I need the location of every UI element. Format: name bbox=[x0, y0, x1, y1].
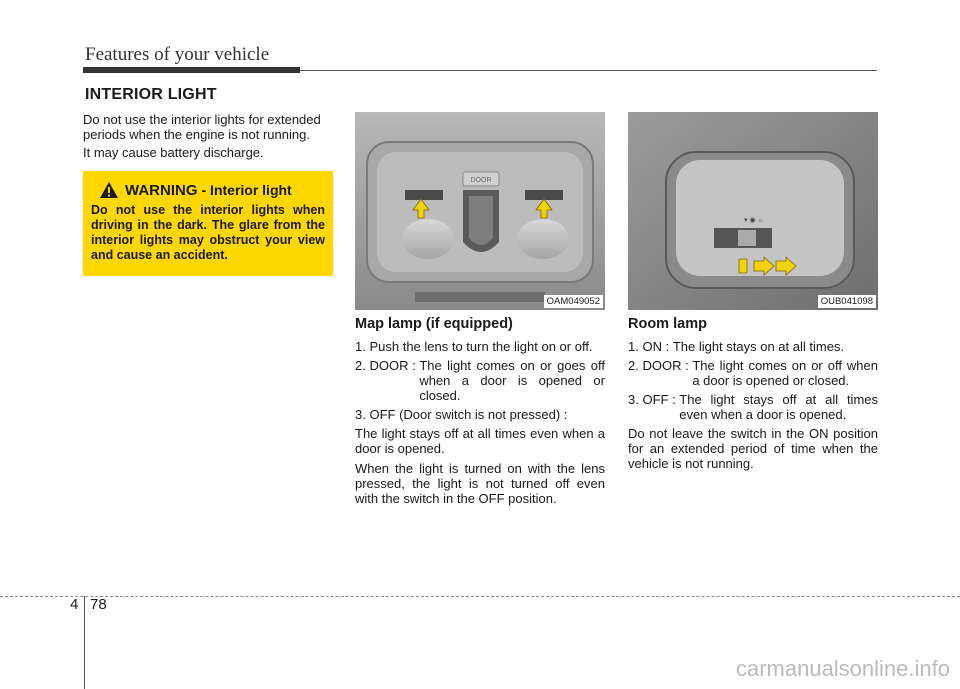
footer-rule bbox=[0, 596, 960, 597]
item-separator: : bbox=[661, 339, 673, 354]
list-item bbox=[628, 392, 878, 422]
list-item bbox=[628, 358, 878, 388]
item-key: 1. ON bbox=[628, 339, 662, 354]
door-button-label: DOOR bbox=[470, 177, 492, 184]
header-rule-thick bbox=[83, 67, 300, 73]
item-separator: : bbox=[408, 358, 420, 373]
page-number: 78 bbox=[90, 596, 107, 613]
list-item bbox=[355, 407, 605, 422]
item-text: OFF (Door switch is not pressed) : bbox=[369, 407, 568, 422]
paragraph: Do not leave the switch in the ON position for an extended period of time when the vehicle is not running. bbox=[628, 426, 878, 471]
item-separator: : bbox=[681, 358, 693, 373]
warning-triangle-icon bbox=[99, 181, 119, 199]
intro-paragraph: It may cause battery discharge. bbox=[83, 145, 264, 160]
item-key: 2. DOOR bbox=[355, 358, 409, 373]
item-key: 3. OFF bbox=[628, 392, 669, 407]
item-separator: : bbox=[668, 392, 680, 407]
item-key: 3. bbox=[355, 407, 366, 422]
photo-code: OUB041098 bbox=[818, 295, 876, 308]
header-rule-thin bbox=[300, 70, 877, 71]
item-key: 1. bbox=[355, 339, 366, 354]
paragraph: The light stays off at all times even when a door is opened. bbox=[355, 426, 605, 456]
room-lamp-photo bbox=[628, 112, 878, 310]
photo-code: OAM049052 bbox=[544, 295, 603, 308]
warning-text: Do not use the interior lights when driving in the dark. The glare from the interior lights may obstruct your view and cause an accident. bbox=[91, 203, 325, 262]
item-text: The light stays off at all times even when a door is opened. bbox=[679, 392, 878, 422]
warning-label: WARNING bbox=[125, 181, 198, 199]
list-item bbox=[355, 339, 605, 354]
warning-subtitle: - Interior light bbox=[201, 182, 292, 198]
warning-box bbox=[83, 171, 333, 276]
position-marker-icon bbox=[739, 259, 747, 273]
watermark: carmanualsonline.info bbox=[735, 656, 950, 681]
room-lamp-illustration bbox=[628, 112, 878, 310]
map-lamp-heading: Map lamp (if equipped) bbox=[355, 316, 513, 332]
section-title: INTERIOR LIGHT bbox=[85, 86, 217, 103]
warning-header bbox=[99, 179, 325, 201]
running-header: Features of your vehicle bbox=[85, 44, 270, 65]
footer-divider bbox=[84, 596, 85, 689]
map-lamp-photo bbox=[355, 112, 605, 310]
list-item bbox=[628, 339, 878, 354]
chapter-number: 4 bbox=[70, 596, 79, 613]
room-lamp-column bbox=[628, 339, 878, 476]
switch-symbols-icon: ▾ ◉ ☼ bbox=[744, 217, 764, 224]
item-text: Push the lens to turn the light on or off. bbox=[369, 339, 593, 354]
item-text: The light comes on or goes off when a door is opened or closed. bbox=[419, 358, 605, 403]
item-text: The light comes on or off when a door is opened or closed. bbox=[692, 358, 878, 388]
item-key: 2. DOOR bbox=[628, 358, 682, 373]
map-lamp-column bbox=[355, 339, 605, 511]
intro-paragraph: Do not use the interior lights for extended periods when the engine is not running. bbox=[83, 112, 321, 142]
map-lamp-illustration bbox=[355, 112, 605, 310]
room-lamp-heading: Room lamp bbox=[628, 316, 707, 332]
paragraph: When the light is turned on with the lens pressed, the light is not turned off even with the switch in the OFF position. bbox=[355, 461, 605, 506]
item-text: The light stays on at all times. bbox=[672, 339, 845, 354]
list-item bbox=[355, 358, 605, 403]
